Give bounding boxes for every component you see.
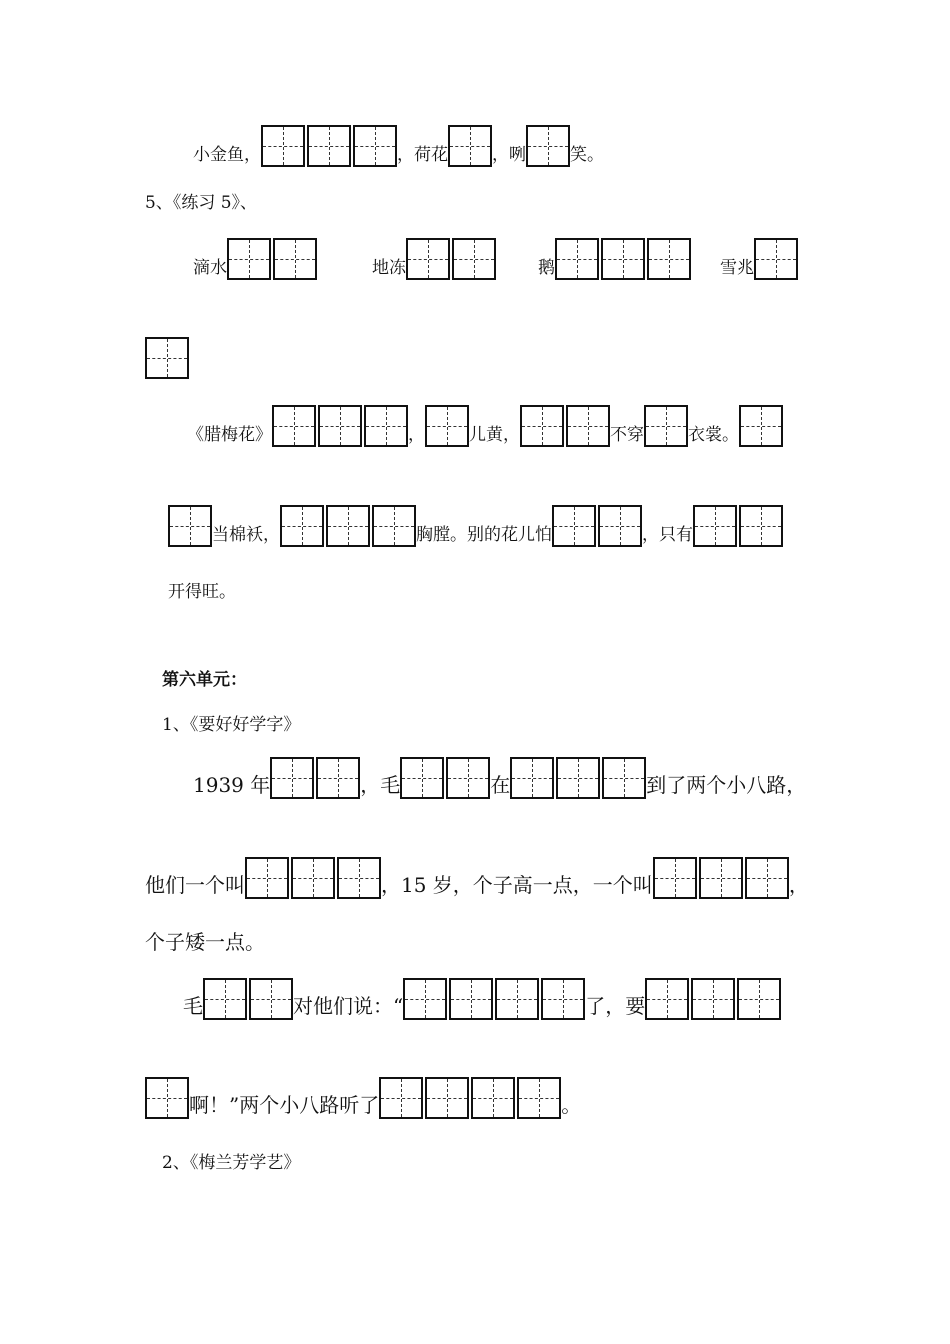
text: 当棉袄， (212, 525, 280, 545)
writing-box[interactable] (316, 757, 360, 799)
text: 在 (490, 773, 511, 797)
writing-box[interactable] (273, 238, 317, 280)
writing-box[interactable] (510, 757, 554, 799)
blank-group (552, 505, 642, 547)
line-xuezhao (720, 238, 798, 280)
line-didong (372, 238, 496, 280)
section-title: 1、《要好好学字》 (162, 715, 301, 735)
writing-box[interactable] (364, 405, 408, 447)
writing-box[interactable] (601, 238, 645, 280)
writing-box[interactable] (168, 505, 212, 547)
line-1939 (193, 757, 806, 799)
blank-group (520, 405, 610, 447)
text: 笑。 (570, 145, 604, 165)
writing-box[interactable] (379, 1077, 423, 1119)
writing-box[interactable] (555, 238, 599, 280)
text: 不穿 (610, 425, 644, 445)
unit-heading (162, 670, 247, 692)
line-mao (183, 978, 781, 1020)
writing-box[interactable] (446, 757, 490, 799)
line-tamen (145, 857, 809, 899)
writing-box[interactable] (425, 405, 469, 447)
text: 到了两个小八路， (646, 773, 807, 797)
text: ，荷花 (397, 145, 448, 165)
writing-box[interactable] (566, 405, 610, 447)
text: 小金鱼， (193, 145, 261, 165)
blank-group (145, 337, 189, 379)
writing-box[interactable] (647, 238, 691, 280)
writing-box[interactable] (598, 505, 642, 547)
blank-group (272, 405, 408, 447)
writing-box[interactable] (699, 857, 743, 899)
blank-group (227, 238, 317, 280)
writing-box[interactable] (653, 857, 697, 899)
writing-box[interactable] (280, 505, 324, 547)
blank-group (379, 1077, 561, 1119)
writing-box[interactable] (326, 505, 370, 547)
blank-group (168, 505, 212, 547)
blank-group (448, 125, 492, 167)
text: 鹅 (538, 258, 555, 278)
blank-group (280, 505, 416, 547)
line-xuezhao-cont (145, 337, 189, 379)
blank-group (145, 1077, 189, 1119)
text: ， (408, 425, 425, 445)
section-title: 2、《梅兰芳学艺》 (162, 1153, 301, 1173)
blank-group (644, 405, 688, 447)
writing-box[interactable] (448, 125, 492, 167)
blank-group (203, 978, 293, 1020)
writing-box[interactable] (541, 978, 585, 1020)
writing-box[interactable] (249, 978, 293, 1020)
blank-group (403, 978, 585, 1020)
text: ，15 岁，个子高一点，一个叫 (381, 873, 653, 897)
unit-title: 第六单元： (162, 670, 247, 690)
text: 开得旺。 (168, 582, 236, 602)
line-kaidewang (168, 582, 236, 604)
writing-box[interactable] (556, 757, 600, 799)
writing-box[interactable] (307, 125, 351, 167)
text: 衣裳。 (688, 425, 739, 445)
writing-box[interactable] (372, 505, 416, 547)
section-title-6-1 (162, 715, 300, 737)
writing-box[interactable] (552, 505, 596, 547)
writing-box[interactable] (406, 238, 450, 280)
writing-box[interactable] (353, 125, 397, 167)
text: 个子矮一点。 (145, 930, 265, 954)
blank-group (645, 978, 781, 1020)
writing-box[interactable] (261, 125, 305, 167)
text: ，咧 (492, 145, 526, 165)
writing-box[interactable] (318, 405, 362, 447)
blank-group (425, 405, 469, 447)
writing-box[interactable] (754, 238, 798, 280)
section-title-6-2 (162, 1153, 300, 1175)
blank-group (261, 125, 397, 167)
line-gezi (145, 930, 265, 956)
line-xiaojinyu (193, 125, 604, 167)
writing-box[interactable] (745, 857, 789, 899)
text: 地冻 (372, 258, 406, 278)
blank-group (653, 857, 789, 899)
writing-box[interactable] (425, 1077, 469, 1119)
writing-box[interactable] (145, 1077, 189, 1119)
text: 《腊梅花》 (187, 425, 272, 445)
writing-box[interactable] (145, 337, 189, 379)
writing-box[interactable] (517, 1077, 561, 1119)
text: 。 (561, 1093, 582, 1117)
writing-box[interactable] (739, 505, 783, 547)
writing-box[interactable] (337, 857, 381, 899)
text: ，毛 (360, 773, 401, 797)
writing-box[interactable] (400, 757, 444, 799)
text: 他们一个叫 (145, 873, 245, 897)
text: 胸膛。别的花儿怕 (416, 525, 552, 545)
writing-box[interactable] (737, 978, 781, 1020)
writing-box[interactable] (644, 405, 688, 447)
writing-box[interactable] (693, 505, 737, 547)
writing-box[interactable] (449, 978, 493, 1020)
writing-box[interactable] (270, 757, 314, 799)
writing-box[interactable] (645, 978, 689, 1020)
line-e (538, 238, 691, 280)
text: 毛 (183, 994, 203, 1018)
writing-box[interactable] (227, 238, 271, 280)
writing-box[interactable] (203, 978, 247, 1020)
writing-box[interactable] (691, 978, 735, 1020)
line-lameihua (187, 405, 783, 447)
blank-group (406, 238, 496, 280)
writing-box[interactable] (739, 405, 783, 447)
blank-group (739, 405, 783, 447)
text: ， (788, 873, 809, 897)
blank-group (510, 757, 646, 799)
text: 啊！”两个小八路听了 (189, 1093, 380, 1117)
blank-group (555, 238, 691, 280)
text: 滴水 (193, 258, 227, 278)
writing-box[interactable] (272, 405, 316, 447)
blank-group (245, 857, 381, 899)
section-title: 5、《练习 5》、 (145, 193, 258, 213)
blank-group (400, 757, 490, 799)
blank-group (526, 125, 570, 167)
line-mianao (168, 505, 783, 547)
writing-box[interactable] (526, 125, 570, 167)
writing-box[interactable] (452, 238, 496, 280)
line-dishui (193, 238, 317, 280)
writing-box[interactable] (495, 978, 539, 1020)
blank-group (270, 757, 360, 799)
writing-box[interactable] (602, 757, 646, 799)
writing-box[interactable] (245, 857, 289, 899)
text: 1939 年 (193, 773, 271, 797)
blank-group (693, 505, 783, 547)
text: 雪兆 (720, 258, 754, 278)
section-title-5 (145, 193, 257, 215)
text: ，只有 (642, 525, 693, 545)
line-a (145, 1077, 581, 1119)
text: 对他们说：“ (293, 994, 404, 1018)
writing-box[interactable] (291, 857, 335, 899)
writing-box[interactable] (520, 405, 564, 447)
text: 了，要 (585, 994, 646, 1018)
writing-box[interactable] (403, 978, 447, 1020)
writing-box[interactable] (471, 1077, 515, 1119)
blank-group (754, 238, 798, 280)
text: 儿黄， (469, 425, 520, 445)
